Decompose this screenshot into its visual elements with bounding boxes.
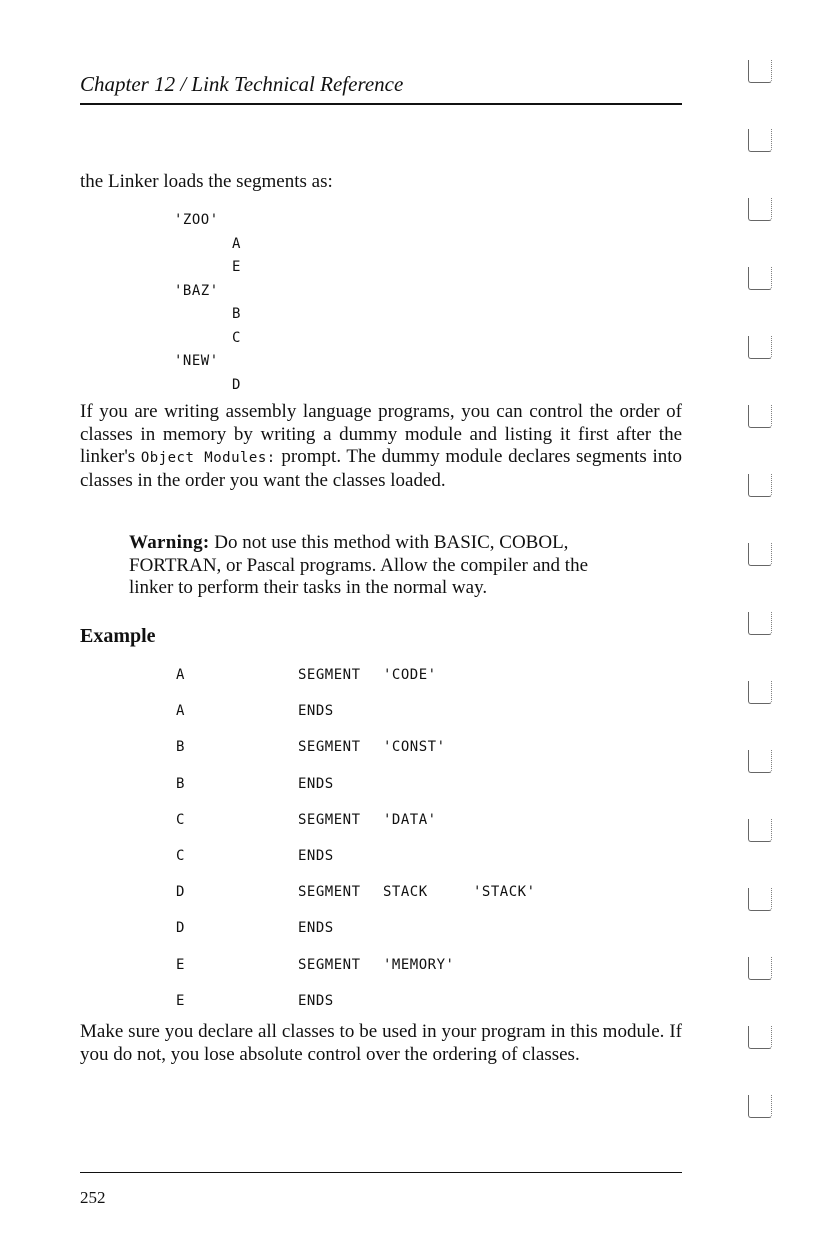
- segment-name: D: [176, 920, 185, 937]
- page-header: Chapter 12 / Link Technical Reference: [80, 72, 404, 96]
- binding-mark: [748, 129, 772, 152]
- class-operand: [473, 848, 583, 884]
- segment-name: E: [176, 956, 185, 973]
- warning-text: Do not use this method with BASIC, COBOL, FORTRAN, or Pascal programs. Allow the compiler and the linker to perform their tasks in the normal way.: [129, 532, 589, 598]
- segment-name: C: [176, 811, 185, 828]
- operand: 'DATA': [383, 811, 437, 828]
- code-line: [176, 957, 583, 993]
- intro-text: the Linker loads the segments as:: [80, 171, 333, 192]
- object-modules-prompt: Object Modules:: [140, 450, 276, 466]
- segment-name-item: C: [232, 329, 241, 346]
- binding-mark: [748, 405, 772, 428]
- segment-name: D: [176, 884, 185, 901]
- segment-name-item: B: [232, 306, 241, 322]
- class-operand: 'STACK': [473, 884, 536, 901]
- directive: ENDS: [298, 847, 334, 864]
- operand: 'CONST': [383, 739, 446, 756]
- segment-name: C: [176, 847, 185, 864]
- class-operand: [473, 703, 583, 739]
- segment-name: A: [176, 667, 185, 683]
- code-line: [176, 884, 583, 920]
- binding-mark: [748, 1026, 772, 1049]
- code-line: [176, 703, 583, 739]
- operand: 'MEMORY': [383, 956, 455, 973]
- directive: SEGMENT: [298, 956, 361, 973]
- binding-mark: [748, 543, 772, 566]
- operand: STACK: [383, 884, 428, 901]
- operand: [383, 776, 473, 812]
- example-heading: Example: [80, 625, 156, 647]
- segment-name: A: [176, 703, 185, 720]
- binding-mark: [748, 750, 772, 773]
- body-text-part2: prompt. The dummy module declares segments into classes in the order you want the classes loaded.: [80, 446, 683, 491]
- footer-rule: [80, 1172, 682, 1173]
- class-operand: [473, 776, 583, 812]
- header-rule: [80, 103, 682, 105]
- closing-paragraph: Make sure you declare all classes to be used in your program in this module. If you do not, you lose absolute control over the ordering of classes.: [80, 1021, 682, 1065]
- segment-load-order-list: [174, 209, 241, 397]
- code-line: [176, 776, 583, 812]
- class-operand: [473, 812, 583, 848]
- directive: SEGMENT: [298, 739, 361, 756]
- example-code-listing: [176, 667, 583, 1029]
- directive: ENDS: [298, 775, 334, 792]
- segment-name-item: E: [232, 259, 241, 275]
- code-line: [176, 739, 583, 775]
- binding-mark: [748, 267, 772, 290]
- operand: [383, 848, 473, 884]
- binding-mark: [748, 60, 772, 83]
- segment-name-item: D: [232, 376, 241, 393]
- operand: [383, 703, 473, 739]
- binding-mark: [748, 1095, 772, 1118]
- binding-mark: [748, 819, 772, 842]
- class-name-item: 'NEW': [174, 353, 219, 369]
- code-line: [176, 667, 583, 703]
- binding-mark: [748, 888, 772, 911]
- code-line: [176, 920, 583, 956]
- directive: ENDS: [298, 992, 334, 1009]
- warning-label: Warning:: [129, 532, 210, 553]
- directive: SEGMENT: [298, 811, 361, 828]
- page-number: 252: [80, 1188, 106, 1207]
- class-operand: [473, 920, 583, 956]
- binding-mark: [748, 474, 772, 497]
- segment-name-item: A: [232, 235, 241, 252]
- class-operand: [473, 739, 583, 775]
- segment-name: B: [176, 739, 185, 756]
- body-text-part1: If you are writing assembly language programs, you can control the order of classes in memory by writing a dummy module and listing it first after the linker's: [80, 401, 682, 467]
- binding-mark: [748, 198, 772, 221]
- segment-name: B: [176, 775, 185, 792]
- directive: SEGMENT: [298, 884, 361, 901]
- operand: 'CODE': [383, 667, 437, 683]
- directive: ENDS: [298, 920, 334, 937]
- code-line: [176, 848, 583, 884]
- warning-note: [129, 532, 633, 600]
- class-operand: [473, 957, 583, 993]
- class-name-item: 'BAZ': [174, 282, 219, 299]
- code-line: [176, 812, 583, 848]
- class-name-item: 'ZOO': [174, 212, 219, 228]
- segment-name: E: [176, 992, 185, 1009]
- binding-mark: [748, 612, 772, 635]
- operand: [383, 920, 473, 956]
- binding-mark: [748, 957, 772, 980]
- directive: ENDS: [298, 703, 334, 720]
- directive: SEGMENT: [298, 667, 361, 683]
- binding-mark: [748, 336, 772, 359]
- body-paragraph: [80, 401, 682, 492]
- binding-mark: [748, 681, 772, 704]
- class-operand: [473, 667, 583, 703]
